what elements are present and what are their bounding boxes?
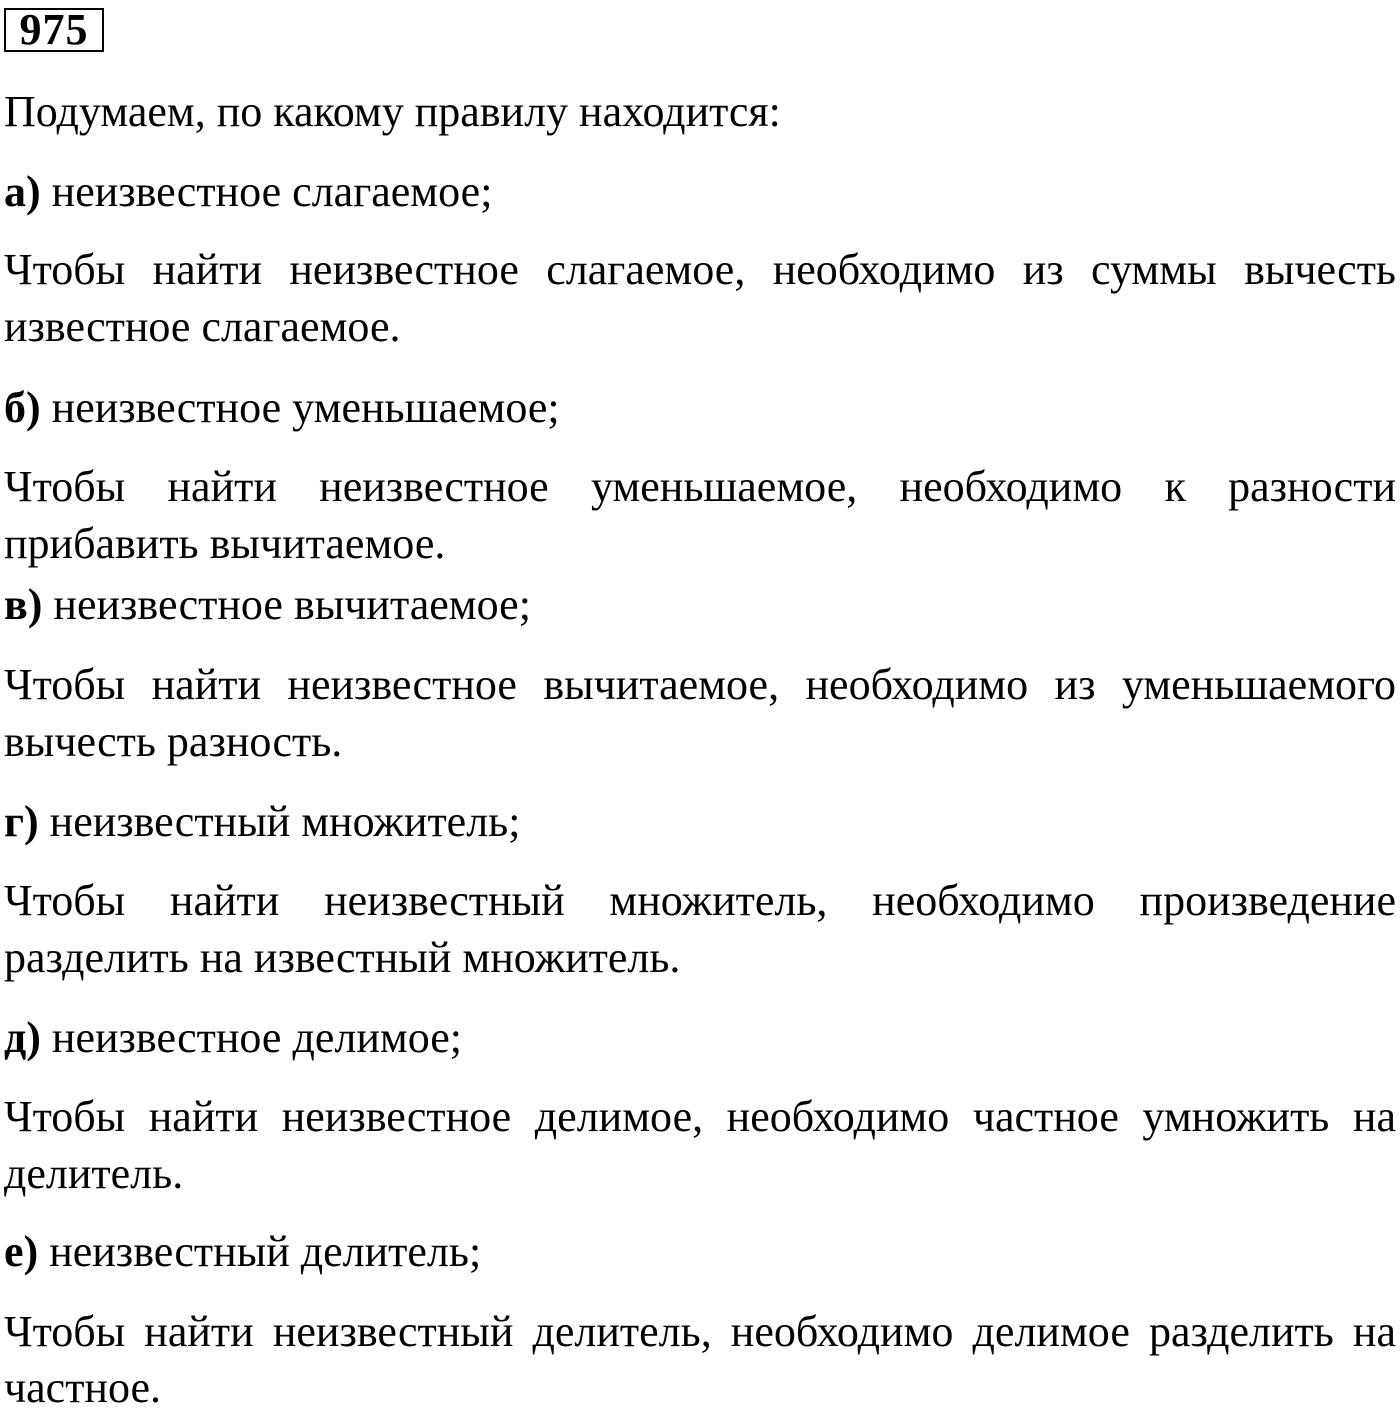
item-d-label: г) [4,797,39,846]
item-f-heading [4,1224,1396,1280]
item-c-rule-line2: вычесть разность. [4,717,343,766]
item-c-heading [4,577,1396,633]
item-f-rule-line1: Чтобы найти неизвестный делитель, необходимо делимое разделить на [4,1307,1396,1356]
item-e-rule-line2: делитель. [4,1149,184,1198]
intro-text: Подумаем, по какому правилу находится: [4,87,781,136]
item-a-label: а) [4,167,41,216]
item-d-heading [4,794,1396,850]
item-a-rule-line2: известное слагаемое. [4,302,401,351]
task-number-box: 975 [4,8,104,52]
item-b-rule-line1: Чтобы найти неизвестное уменьшаемое, необходимо к разности [4,462,1396,511]
item-e-rule-line1: Чтобы найти неизвестное делимое, необходимо частное умножить на [4,1092,1396,1141]
item-a-title: неизвестное слагаемое; [51,167,493,216]
item-c-title: неизвестное вычитаемое; [53,580,531,629]
item-f-label: е) [4,1227,39,1276]
item-b-rule-line2: прибавить вычитаемое. [4,519,446,568]
item-d-title: неизвестный множитель; [49,797,521,846]
item-a-rule-line1: Чтобы найти неизвестное слагаемое, необходимо из суммы вычесть [4,245,1396,294]
item-b-title: неизвестное уменьшаемое; [51,383,560,432]
item-f-rule-line2: частное. [4,1363,162,1412]
item-c-rule-line1: Чтобы найти неизвестное вычитаемое, необходимо из уменьшаемого [4,660,1396,709]
item-e-label: д) [4,1013,41,1062]
item-b-label: б) [4,383,41,432]
item-a-heading [4,164,1396,220]
item-b-heading [4,380,1396,436]
item-f-title: неизвестный делитель; [49,1227,482,1276]
item-d-rule-line1: Чтобы найти неизвестный множитель, необходимо произведение [4,876,1396,925]
item-d-rule-line2: разделить на известный множитель. [4,933,681,982]
item-e-heading [4,1010,1396,1066]
item-e-title: неизвестное делимое; [51,1013,462,1062]
item-c-label: в) [4,580,43,629]
